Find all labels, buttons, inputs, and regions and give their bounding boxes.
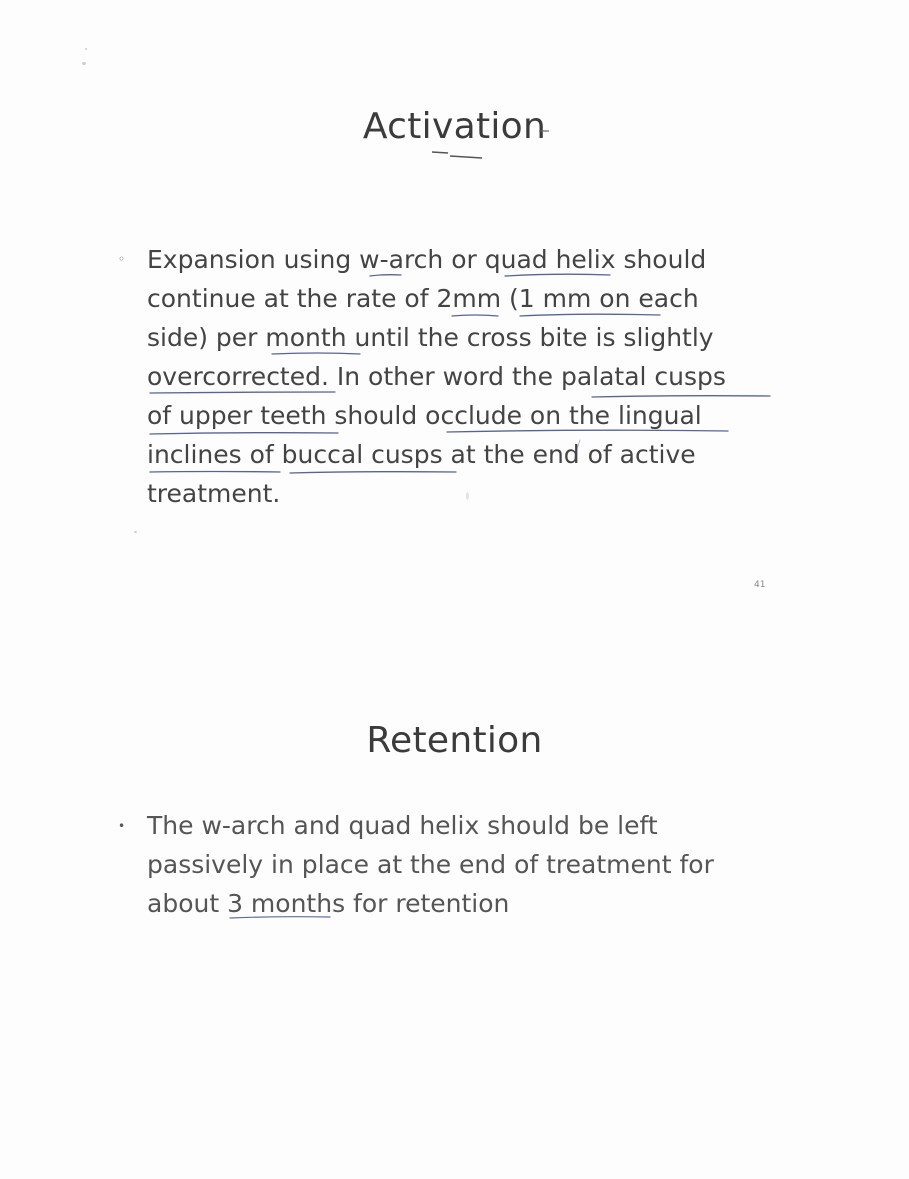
retention-bullet	[118, 806, 758, 926]
text-line: passively in place at the end of treatment for	[147, 850, 714, 879]
text-line: treatment.	[147, 479, 281, 508]
text-line: overcorrected. In other word the palatal cusps	[147, 362, 726, 391]
title-underline-mark	[420, 148, 500, 164]
activation-bullet-text	[147, 240, 767, 513]
text-line: inclines of buccal cusps at the end of active	[147, 440, 696, 469]
text-line: about 3 months for retention	[147, 889, 510, 918]
text-line: Expansion using w-arch or quad helix should	[147, 245, 707, 274]
text-line: side) per month until the cross bite is slightly	[147, 323, 714, 352]
scan-speck	[85, 48, 87, 50]
text-line: The w-arch and quad helix should be left	[147, 811, 658, 840]
bullet-marker: •	[118, 819, 126, 833]
page-number: 41	[754, 580, 766, 590]
activation-title: Activation	[362, 106, 547, 147]
text-line: continue at the rate of 2mm (1 mm on each	[147, 284, 699, 313]
bullet-marker: ◦	[118, 252, 126, 266]
activation-bullet	[118, 240, 758, 520]
retention-bullet-text	[147, 806, 767, 923]
text-line: of upper teeth should occlude on the lingual	[147, 401, 702, 430]
scan-speck	[82, 62, 86, 65]
scan-speck	[134, 531, 137, 533]
retention-title: Retention	[366, 720, 543, 761]
